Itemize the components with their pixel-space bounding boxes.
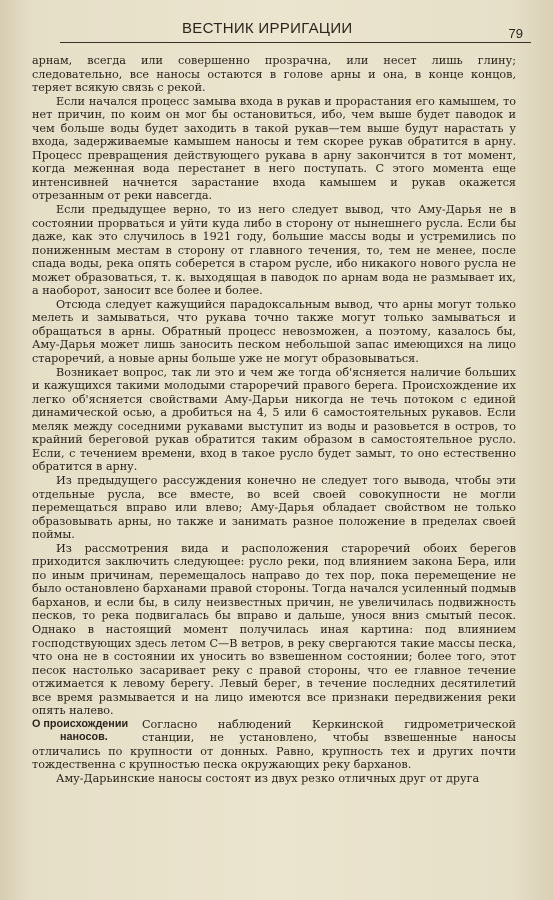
section-paragraph bbox=[32, 718, 516, 772]
paragraph: Аму-Дарьинские наносы состоят из двух резко отличных друг от друга bbox=[56, 771, 480, 785]
section-heading-line1: О происхождении bbox=[32, 717, 129, 730]
journal-title: ВЕСТНИК ИРРИГАЦИИ bbox=[182, 20, 353, 37]
paragraph: Если начался процесс замыва входа в рукав и прорастания его камышем, то нет причин, по коим он мог бы остановиться, ибо, чем выше будет паводок и чем больше воды будет заходить в такой рукав—тем выше будут нарастать у входа, задерживаемые камышем наносы и тем скорее рукав обратится в арну. Процесс превращения действующего рукава в арну закончится в тот момент, когда меженная вода перестанет в него поступать. С этого момента еще интенсивней начнется зарастание входа камышем и рукав окажется отрезанным от реки навсегда. bbox=[32, 94, 516, 203]
paragraph: арнам, всегда или совершенно прозрачна, или несет лишь глину; следовательно, все наносы остаются в голове арны и она, в конце концов, теряет всякую связь с рекой. bbox=[32, 54, 516, 95]
paragraph: Отсюда следует кажущийся парадоксальным вывод, что арны могут только мелеть и замываться, что рукава точно также могут только замываться и обращаться в арны. Обратный процесс невозможен, а поэтому, казалось бы, Аму-Дарья может лишь заносить песком небольшой запас имеющихся на лицо староречий, а новые арны больше уже не могут образовываться. bbox=[32, 297, 516, 366]
paragraph: Если предыдущее верно, то из него следует вывод, что Аму-Дарья не в состоянии прорваться и уйти куда либо в сторону от нынешнего русла. Если бы даже, как это случилось в 1921 году, большие массы воды и устремились по пониженным местам в сторону от главного течения, то, тем не менее, после спада воды, река опять соберется в старом русле, ибо никакого нового русла не может образоваться, т. к. выходящая в паводок по арнам вода не размывает их, а наоборот, заносит все более и более. bbox=[32, 203, 516, 298]
paragraph: Из рассмотрения вида и расположения староречий обоих берегов приходится заключить следующее: русло реки, под влиянием закона Бера, или по иным причинам, перемещалось направо до тех пор, пока перемещение не было остановлено барханами правой стороны. Тогда начался усиленный подмыв барханов, и если бы, в силу неизвестных причин, не увеличилась подвижность песков, то река подвигалась бы вправо и дальше, унося вниз смытый песок. Однако в настоящий момент получилась иная картина: под влиянием господствующих здесь летом С—В ветров, в реку свергаются такие массы песка, что она не в состоянии их уносить во взвешенном состоянии; более того, этот песок настолько засаривает реку с правой стороны, что ее главное течение отжимается к левому берегу. Левый берег, в течение последних десятилетий все время размывается и на лицо имеются все признаки передвижения реки опять налево. bbox=[32, 541, 516, 718]
paragraph: Возникает вопрос, так ли это и чем же тогда об'ясняется наличие больших и кажущихся такими молодыми староречий правого берега. Происхождение их легко об'ясняется свойствами Аму-Дарьи никогда не течь потоком с единой динамической осью, а дробиться на 4, 5 или 6 самостоятельных рукавов. Если меляк между соседними рукавами выступит из воды и разовьется в остров, то крайний береговой рукав обратится таким образом в самостоятельное русло. Если, с течением времени, вход в такое русло будет замыт, то оно естественно обратится в арну. bbox=[32, 365, 516, 474]
section-text: Согласно наблюдений Керкинской гидрометрической станции, не установлено, чтобы взвешенные наносы отличались по крупности от донных. Равно, крупность тех и других почти тождественна с крупностью песка окружающих реку барханов. bbox=[32, 717, 516, 772]
paragraph: Из предыдущего рассуждения конечно не следует того вывода, чтобы эти отдельные русла, все вместе, во всей своей совокупности не могли перемещаться вправо или влево; Аму-Дарья обладает свойством не только образовывать арны, но также и занимать разное положение в пределах своей поймы. bbox=[32, 473, 516, 542]
running-header bbox=[60, 12, 531, 43]
section-heading-line2: наносов. bbox=[60, 731, 108, 744]
section-heading bbox=[32, 718, 136, 745]
page-number: 79 bbox=[508, 26, 523, 41]
article-body bbox=[32, 54, 516, 786]
